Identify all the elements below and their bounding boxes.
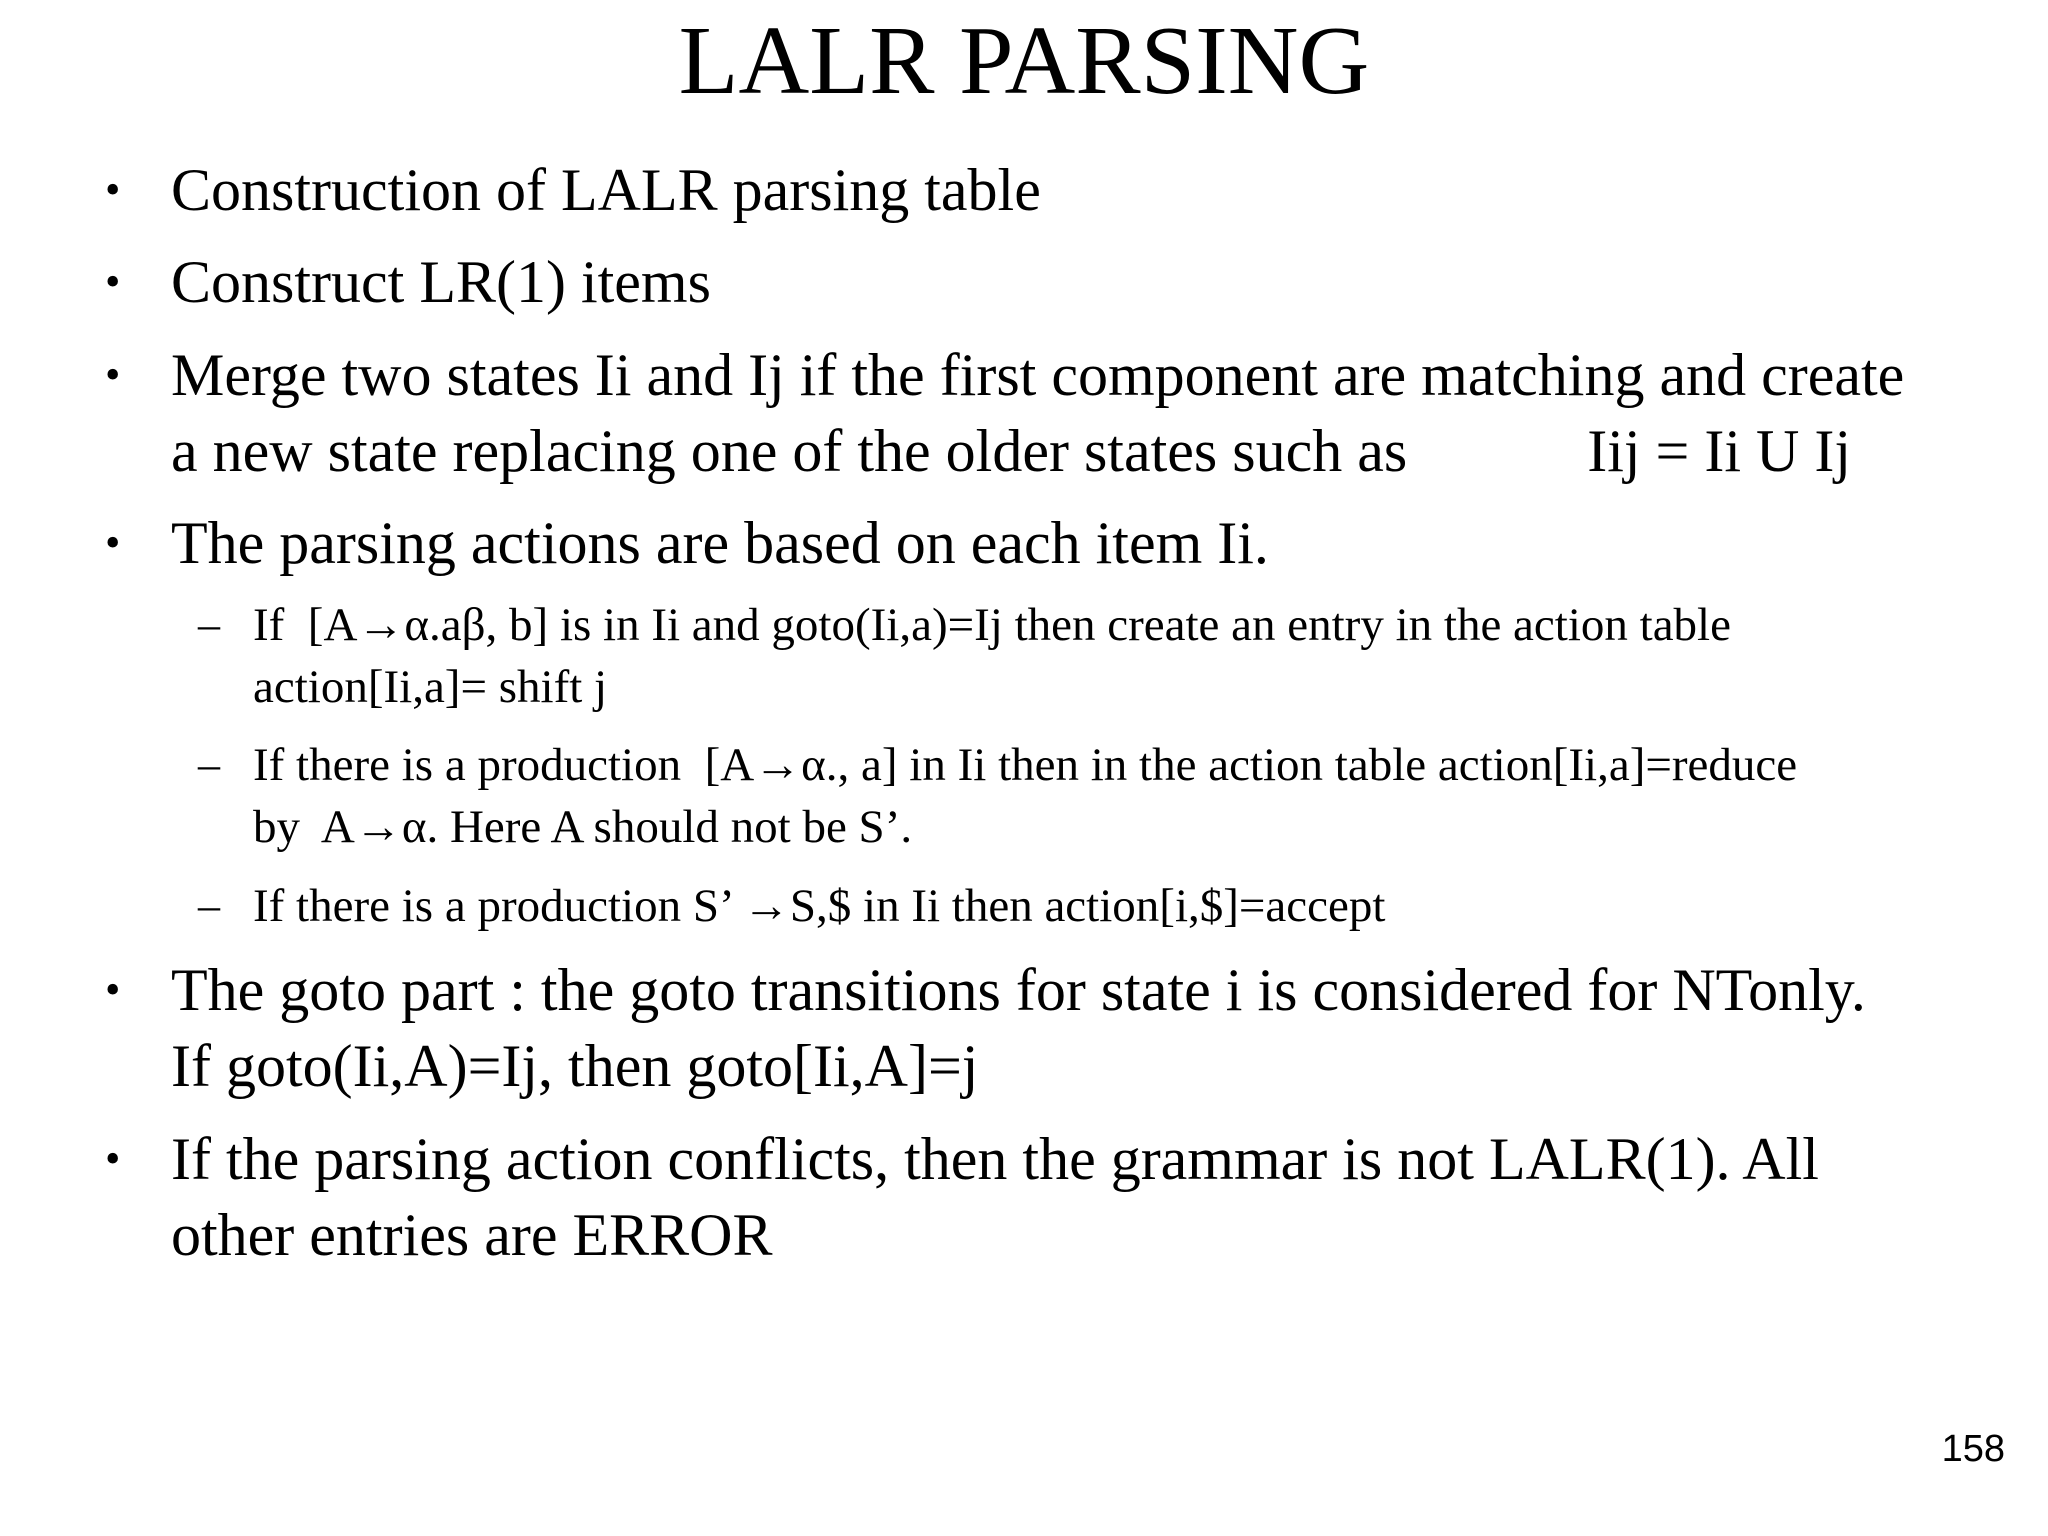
bullet-marker: • xyxy=(105,965,121,1014)
sub-bullet-marker: – xyxy=(198,740,220,789)
bullet-line: If goto(Ii,A)=Ij, then goto[Ii,A]=j xyxy=(171,1033,979,1099)
bullet-line: The goto part : the goto transitions for state i is considered for NTonly. xyxy=(171,957,1866,1023)
bullet-line: The parsing actions are based on each item Ii. xyxy=(171,510,1269,576)
sub-bullet-line: by A→α. Here A should not be S’. xyxy=(253,801,913,853)
sub-bullet-line: If there is a production S’ →S,$ in Ii then action[i,$]=accept xyxy=(253,880,1386,932)
bullet-marker: • xyxy=(105,1134,121,1183)
sub-bullet-line: action[Ii,a]= shift j xyxy=(253,661,608,713)
bullet-line: Merge two states Ii and Ij if the first component are matching and create xyxy=(171,342,1905,408)
bullet-line: other entries are ERROR xyxy=(171,1202,773,1268)
bullet-text xyxy=(171,152,2048,228)
bullet-text xyxy=(171,1121,2048,1273)
bullet-line: Construct LR(1) items xyxy=(171,249,711,315)
bullet-text xyxy=(171,952,2048,1104)
page-number: 158 xyxy=(1941,1428,2005,1470)
bullet-text xyxy=(171,244,2048,320)
bullet-marker: • xyxy=(105,350,121,399)
bullet-text xyxy=(171,505,2048,581)
sub-bullet-text xyxy=(253,734,2048,858)
bullet-marker: • xyxy=(105,518,121,567)
bullet-marker: • xyxy=(105,165,121,214)
bullet-line: Construction of LALR parsing table xyxy=(171,157,1041,223)
bullet-marker: • xyxy=(105,257,121,306)
sub-bullet-line: If there is a production [A→α., a] in Ii then in the action table action[Ii,a]=reduce xyxy=(253,739,1798,791)
bullet-line: a new state replacing one of the older states such as Iij = Ii U Ij xyxy=(171,418,1851,484)
bullet-text xyxy=(171,337,2048,489)
sub-bullet-text xyxy=(253,875,2048,937)
sub-bullet-marker: – xyxy=(198,600,220,649)
sub-bullet-text xyxy=(253,594,2048,718)
sub-bullet-marker: – xyxy=(198,881,220,930)
bullet-line: If the parsing action conflicts, then the grammar is not LALR(1). All xyxy=(171,1126,1819,1192)
sub-bullet-line: If [A→α.aβ, b] is in Ii and goto(Ii,a)=Ij then create an entry in the action table xyxy=(253,599,1731,651)
slide-title: LALR PARSING xyxy=(678,7,1370,115)
